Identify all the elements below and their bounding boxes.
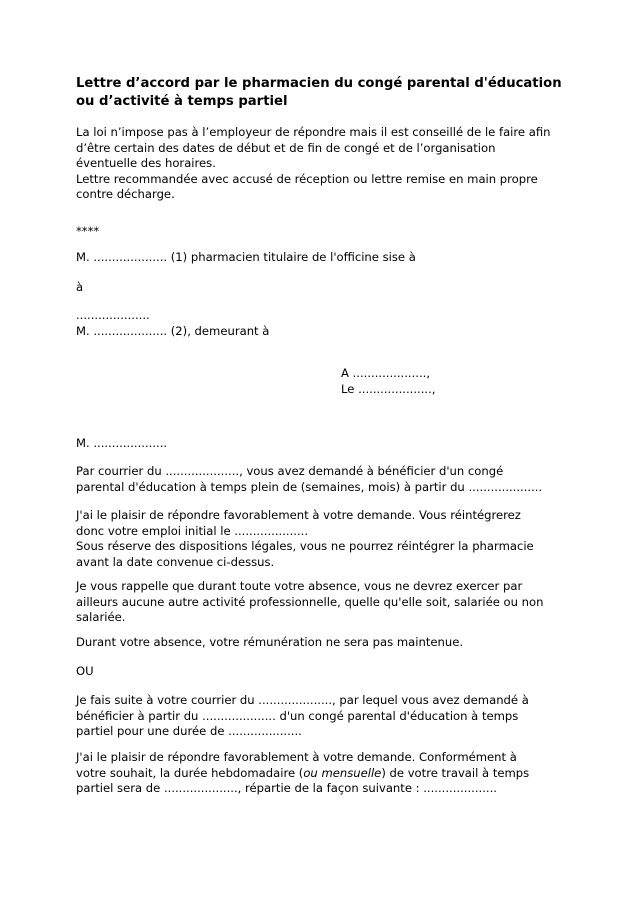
body-line: partiel sera de ...................., répartie de la façon suivante : .................... bbox=[76, 781, 497, 795]
body-line: J'ai le plaisir de répondre favorablement à votre demande. Conformément à bbox=[76, 750, 517, 764]
body-paragraph-6 bbox=[76, 750, 529, 797]
body-paragraph-1 bbox=[76, 464, 542, 495]
body-paragraph-3 bbox=[76, 579, 543, 626]
recipient-line: M. .................... (2), demeurant à bbox=[76, 323, 270, 338]
body-text: votre souhait, la durée hebdomadaire ( bbox=[76, 765, 304, 780]
body-line: Je vous rappelle que durant toute votre absence, vous ne devrez exercer par bbox=[76, 579, 523, 593]
intro-line: Lettre recommandée avec accusé de réception ou lettre remise en main propre bbox=[76, 171, 538, 186]
recipient-block bbox=[76, 308, 269, 339]
body-line: partiel pour une durée de .................... bbox=[76, 724, 302, 738]
body-line: Sous réserve des dispositions légales, vous ne pourrez réintégrer la pharmacie bbox=[76, 539, 534, 553]
intro-line: éventuelle des horaires. bbox=[76, 156, 216, 170]
intro-line: La loi n’impose pas à l’employeur de répondre mais il est conseillé de le faire afin bbox=[76, 125, 551, 139]
body-line: parental d'éducation à temps plein de (semaines, mois) à partir du .................... bbox=[76, 479, 543, 494]
body-text: ) de votre travail à temps bbox=[381, 765, 530, 780]
body-line: Je fais suite à votre courrier du ...................., par lequel vous avez demandé à bbox=[76, 693, 529, 707]
place-date-block bbox=[341, 366, 435, 397]
body-paragraph-4: Durant votre absence, votre rémunération ne sera pas maintenue. bbox=[76, 635, 464, 649]
body-line: salariée. bbox=[76, 610, 126, 624]
date-line: Le ...................., bbox=[341, 381, 436, 396]
body-line: donc votre emploi initial le .................... bbox=[76, 523, 309, 538]
alternative-separator: OU bbox=[76, 664, 94, 678]
sender-location: à bbox=[76, 280, 84, 294]
document-title bbox=[76, 75, 576, 111]
recipient-dots: .................... bbox=[76, 308, 150, 322]
intro-line: d’être certain des dates de début et de fin de congé et de l’organisation bbox=[76, 140, 496, 155]
body-line: J'ai le plaisir de répondre favorablement à votre demande. Vous réintégrerez bbox=[76, 508, 521, 522]
intro-line: contre décharge. bbox=[76, 187, 175, 201]
body-line: avant la date convenue ci-dessus. bbox=[76, 554, 275, 569]
sender-line: M. .................... (1) pharmacien titulaire de l'officine sise à bbox=[76, 250, 416, 264]
title-line-1: Lettre d’accord par le pharmacien du congé parental d'éducation bbox=[76, 76, 562, 91]
body-line: Par courrier du ...................., vous avez demandé à bénéficier d'un congé bbox=[76, 464, 504, 478]
body-paragraph-2 bbox=[76, 508, 534, 570]
separator: **** bbox=[76, 224, 100, 238]
body-paragraph-5 bbox=[76, 693, 529, 740]
salutation: M. .................... bbox=[76, 436, 168, 450]
title-line-2: ou d’activité à temps partiel bbox=[76, 94, 288, 109]
intro-paragraph bbox=[76, 125, 550, 203]
body-line: ailleurs aucune autre activité professionnelle, quelle qu'elle soit, salariée ou non bbox=[76, 594, 544, 609]
body-line-mixed bbox=[76, 766, 529, 782]
italic-text: ou mensuelle bbox=[303, 765, 382, 780]
body-line: bénéficier à partir du .................... d'un congé parental d'éducation à temps bbox=[76, 708, 519, 723]
place-line: A ...................., bbox=[341, 366, 431, 380]
